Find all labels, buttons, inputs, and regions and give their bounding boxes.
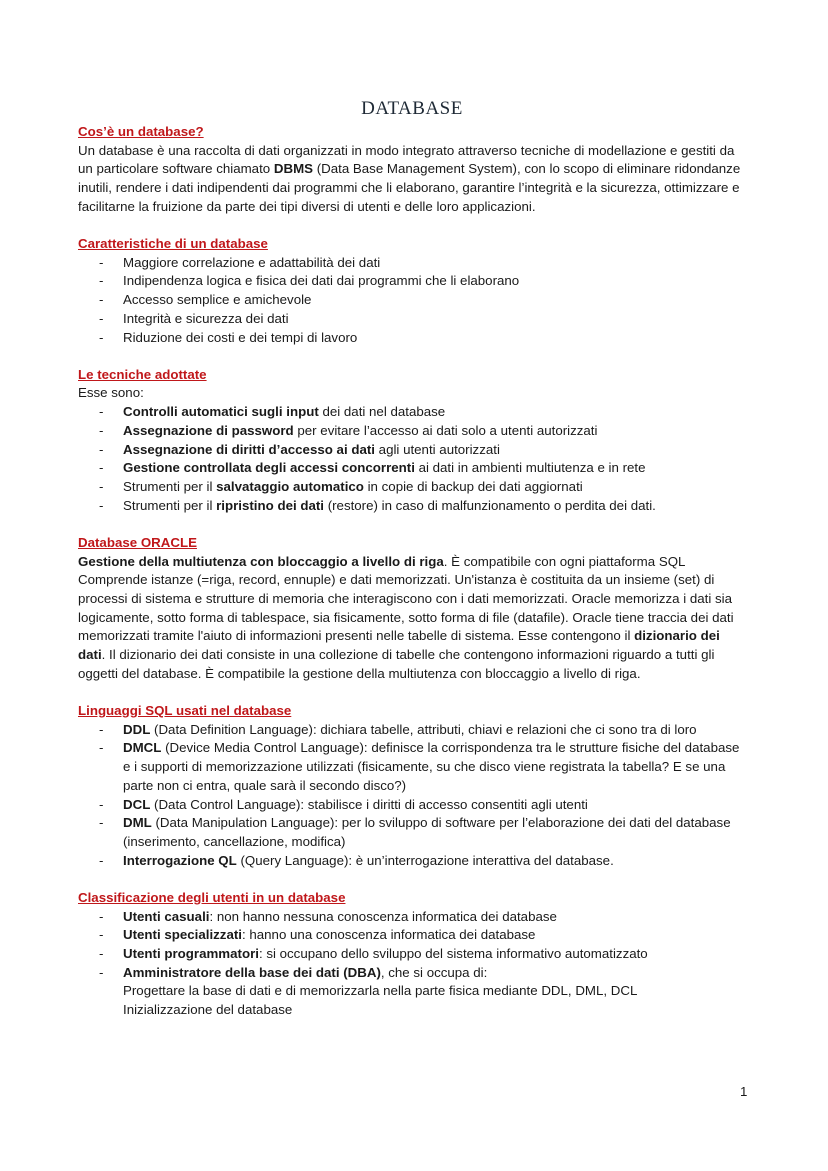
list-item: - Controlli automatici sugli input dei dati nel database — [99, 404, 446, 420]
list-item: - Amministratore della base dei dati (DBA), che si occupa di: Progettare la base di dati e di memorizzarla nella parte fisica mediante DDL, DML, DCL Inizializzazione del database — [78, 964, 746, 1020]
sub-line: Progettare la base di dati e di memorizzarla nella parte fisica mediante DDL, DML, DCL — [123, 983, 638, 999]
list-item: - Maggiore correlazione e adattabilità dei dati — [99, 254, 381, 270]
bullet-list — [78, 254, 746, 348]
list-item: - Assegnazione di diritti d’accesso ai dati agli utenti autorizzati — [99, 441, 500, 457]
section-what-is-database — [78, 123, 746, 217]
section-sql-languages — [78, 702, 746, 870]
section-characteristics — [78, 235, 746, 347]
page-title: DATABASE — [361, 98, 463, 119]
section-heading: Le tecniche adottate — [78, 366, 207, 382]
section-heading: Classificazione degli utenti in un database — [78, 889, 346, 905]
bullet-list — [78, 908, 746, 1020]
list-item: - Utenti specializzati: hanno una conoscenza informatica dei database — [99, 927, 536, 943]
list-item: - Strumenti per il salvataggio automatico in copie di backup dei dati aggiornati — [99, 478, 583, 494]
page-number: 1 — [740, 1084, 748, 1099]
list-item: - Accesso semplice e amichevole — [99, 292, 312, 308]
list-item: - Integrità e sicurezza dei dati — [99, 310, 289, 326]
list-item: - Assegnazione di password per evitare l’accesso ai dati solo a utenti autorizzati — [99, 422, 598, 438]
list-item: - Indipendenza logica e fisica dei dati dai programmi che li elaborano — [99, 273, 520, 289]
section-heading: Linguaggi SQL usati nel database — [78, 702, 292, 718]
list-item: - Riduzione dei costi e dei tempi di lavoro — [99, 329, 358, 345]
section-techniques — [78, 366, 746, 516]
list-item: - DDL (Data Definition Language): dichiara tabelle, attributi, chiavi e relazioni che ci sono tra di loro — [99, 721, 697, 737]
section-oracle — [78, 534, 746, 684]
list-item: - Utenti casuali: non hanno nessuna conoscenza informatica dei database — [99, 908, 557, 924]
section-heading: Cos’è un database? — [78, 124, 204, 139]
section-heading: Database ORACLE — [78, 534, 197, 550]
section-heading: Caratteristiche di un database — [78, 236, 268, 252]
list-item: - Gestione controllata degli accessi concorrenti ai dati in ambienti multiutenza e in rete — [99, 460, 646, 476]
bullet-list — [78, 403, 746, 515]
section-user-classification — [78, 889, 746, 1020]
sub-line: Inizializzazione del database — [123, 1002, 293, 1018]
list-item: - DCL (Data Control Language): stabilisce i diritti di accesso consentiti agli utenti — [99, 796, 588, 812]
list-item: - DML (Data Manipulation Language): per lo sviluppo di software per l’elaborazione dei dati del database (inserimento, cancellazione, modifica) — [99, 815, 731, 849]
intro-text: Esse sono: — [78, 385, 144, 401]
paragraph: Gestione della multiutenza con bloccaggio a livello di riga. È compatibile con ogni piattaforma SQL Comprende istanze (=riga, record, ennuple) e dati memorizzati. Un'istanza è costituita da un insieme (set) di processi di sistema e strutture di memoria che interagiscono con i dati memorizzati. Oracle memorizza i dati sia logicamente, sotto forma di tablespace, sia fisicamente, sotto forma di file (datafile). Oracle tiene traccia dei dati memorizzati tramite l'aiuto di informazioni presenti nelle tabelle di sistema. Esse contengono il dizionario dei dati. Il dizionario dei dati consiste in una collezione di tabelle che contengono informazioni riguardo a tutti gli oggetti del database. È compatibile la gestione della multiutenza con bloccaggio a livello di riga. — [78, 553, 734, 681]
bullet-list — [78, 721, 746, 871]
document-page — [78, 98, 746, 1038]
paragraph: Un database è una raccolta di dati organizzati in modo integrato attraverso tecniche di modellazione e gestiti da un particolare software chiamato DBMS (Data Base Management System), con lo scopo di eliminare ridondanze inutili, rendere i dati indipendenti dai programmi che li elaborano, garantire l’integrità e la sicurezza, ottimizzare e facilitarne la fruizione da parte dei tipi diversi di utenti e delle loro applicazioni. — [78, 142, 741, 214]
list-item: - Utenti programmatori: si occupano dello sviluppo del sistema informativo automatizzato — [99, 945, 648, 961]
list-item: - DMCL (Device Media Control Language): definisce la corrispondenza tra le strutture fisiche del database e i supporti di memorizzazione utilizzati (fisicamente, su che disco viene registrata la tabella? E se una parte non ci entra, quale sarà il secondo disco?) — [99, 740, 740, 793]
list-item: - Interrogazione QL (Query Language): è un’interrogazione interattiva del database. — [99, 852, 614, 868]
list-item: - Strumenti per il ripristino dei dati (restore) in caso di malfunzionamento o perdita dei dati. — [99, 497, 656, 513]
